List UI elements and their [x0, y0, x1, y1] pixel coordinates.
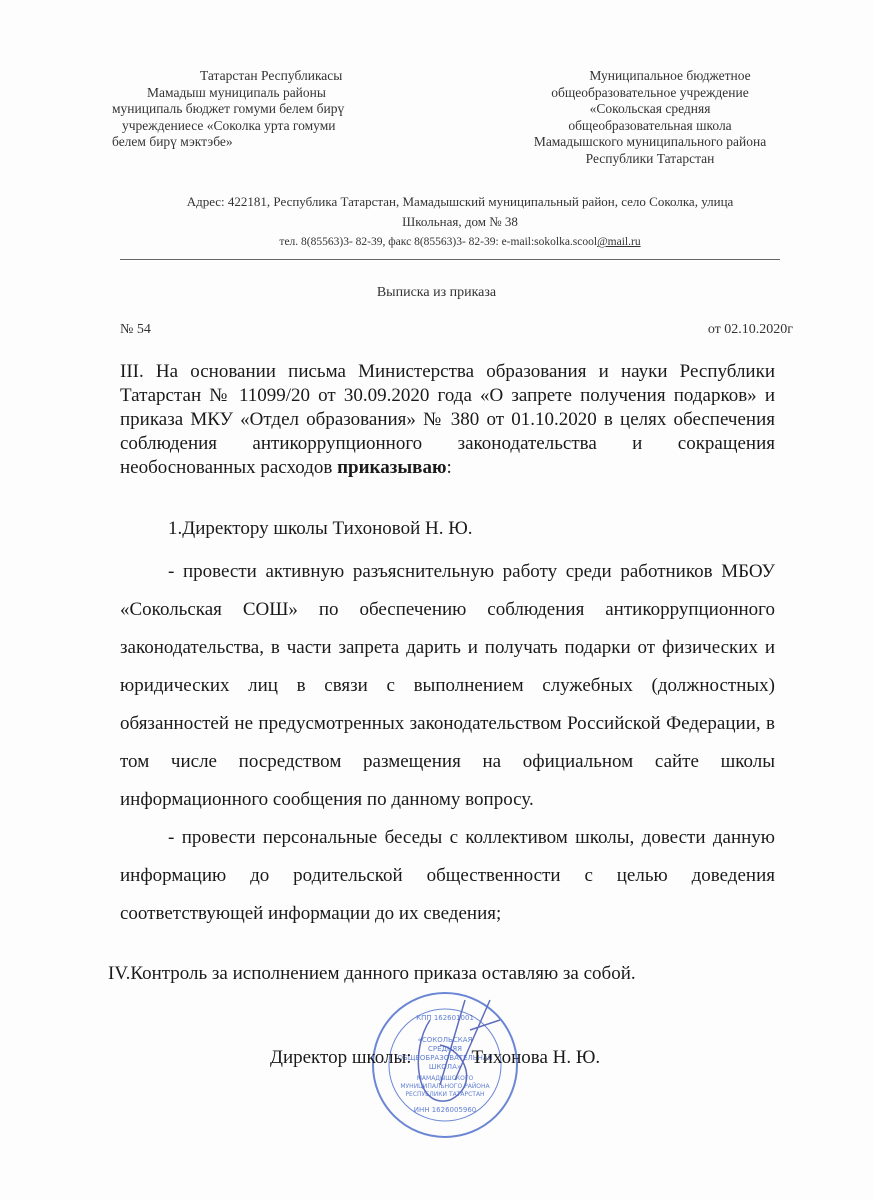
address-line: Школьная, дом № 38: [402, 214, 518, 229]
header-line: «Сокольская средняя: [589, 101, 711, 116]
header-line: белем бирү мэктэбе»: [112, 134, 233, 149]
stamp-text: СРЕДНЯЯ: [428, 1045, 462, 1053]
document-number: № 54: [120, 322, 151, 337]
item-personal-talks: - провести персональные беседы с коллективом школы, довести данную информацию до родительской общественности с целью доведения соответствующей информации до их сведения;: [120, 827, 775, 924]
header-left-tatar: [112, 68, 392, 151]
contacts-text: тел. 8(85563)3- 82-39, факс 8(85563)3- 82-39: e-mail:sokolka.scool: [279, 236, 598, 248]
header-line: Мамадышского муниципального района: [533, 134, 767, 149]
stamp-text: «СОКОЛЬСКАЯ: [417, 1036, 473, 1044]
header-line: Муниципальное бюджетное: [589, 68, 751, 83]
stamp-text: МАМАДЫШСКОГО: [416, 1075, 474, 1082]
section-3-text: III. На основании письма Министерства образования и науки Республики Татарстан № 11099/20 от 30.09.2020 года «О запрете получения подарков» и приказа МКУ «Отдел образования» № 380 от 01.10.2020 в целях обеспечения соблюдения антикоррупционного законодательства и сокращения необоснованных расходов: [120, 361, 775, 478]
address-block: [120, 192, 800, 252]
header-divider: [120, 259, 780, 260]
stamp-kpp: КПП 162601001: [416, 1014, 474, 1022]
header-line: учреждениесе «Соколка урта гомуми: [122, 117, 336, 133]
header-line: Татарстан Республикасы: [200, 68, 343, 83]
header-line: общеобразовательная школа: [568, 117, 732, 133]
header-right-russian: [500, 68, 800, 167]
item-director: 1.Директору школы Тихоновой Н. Ю.: [168, 518, 473, 539]
contacts-line: [120, 232, 800, 252]
header-line: муниципаль бюджет гомуми белем бирү: [112, 101, 345, 116]
email-link[interactable]: @mail.ru: [597, 236, 641, 248]
signature-line: [270, 1047, 600, 1069]
address-line: Адрес: 422181, Республика Татарстан, Мамадышский муниципальный район, село Соколка, улица: [186, 194, 734, 209]
signature-role: Директор школы:: [270, 1047, 412, 1068]
items-block: [120, 510, 775, 933]
signature-name: Тихонова Н. Ю.: [471, 1047, 601, 1068]
stamp-text: ОБЩЕОБРАЗОВАТЕЛЬНАЯ: [397, 1054, 493, 1062]
order-word: приказываю: [337, 457, 447, 478]
document-title: Выписка из приказа: [376, 285, 497, 300]
header-line: Мамадыш муниципаль районы: [147, 84, 326, 100]
stamp-text: РЕСПУБЛИКИ ТАТАРСТАН: [405, 1091, 485, 1098]
header-line: общеобразовательное учреждение: [551, 84, 749, 100]
colon: :: [446, 457, 452, 478]
section-4-paragraph: IV.Контроль за исполнением данного приказа оставляю за собой.: [108, 963, 636, 984]
stamp-text: ШКОЛА»: [428, 1063, 462, 1071]
document-date: от 02.10.2020г: [707, 322, 793, 337]
item-explanatory-work: - провести активную разъяснительную работу среди работников МБОУ «Сокольская СОШ» по обеспечению соблюдения антикоррупционного законодательства, в части запрета дарить и получать подарки от физических и юридических лиц в связи с выполнением служебных (должностных) обязанностей не предусмотренных законодательством Российской Федерации, в том числе посредством размещения на официальном сайте школы информационного сообщения по данному вопросу.: [120, 561, 775, 810]
header-line: Республики Татарстан: [585, 150, 715, 166]
stamp-text: МУНИЦИПАЛЬНОГО РАЙОНА: [400, 1083, 490, 1090]
section-3-paragraph: [120, 360, 775, 480]
stamp-inn: ИНН 1626005960: [413, 1106, 477, 1114]
